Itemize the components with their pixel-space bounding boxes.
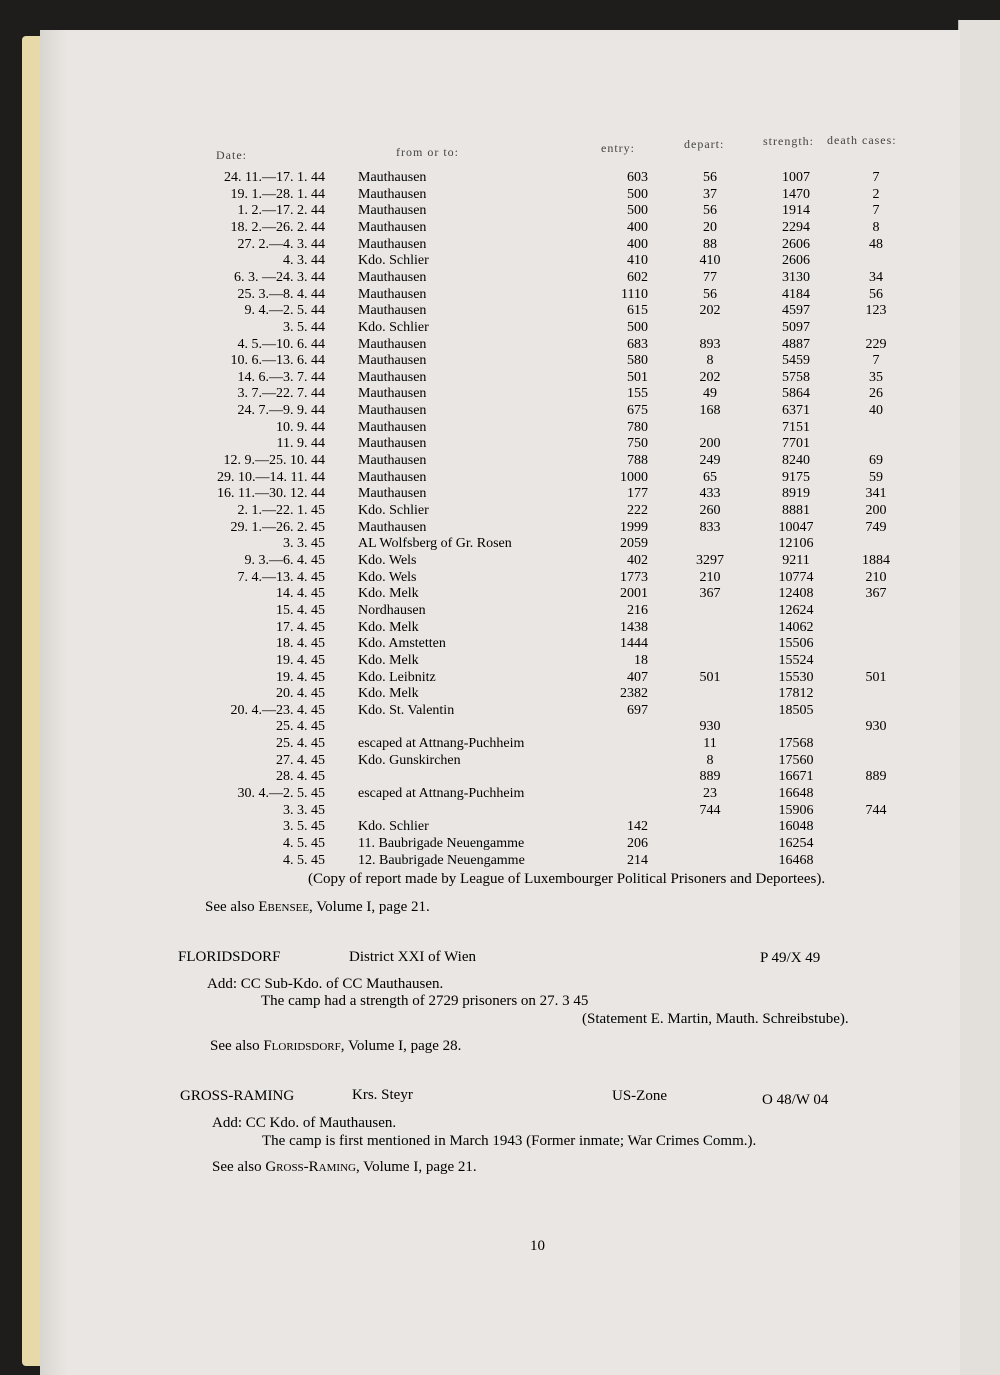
cell-strength: 17560 — [778, 752, 814, 768]
gross-raming-district: Krs. Steyr — [352, 1087, 413, 1103]
cell-place: Kdo. Melk — [358, 586, 419, 602]
cell-strength: 12408 — [778, 586, 814, 602]
cell-depart: 11 — [703, 736, 717, 752]
cell-strength: 3130 — [782, 269, 810, 285]
cell-death: 200 — [865, 503, 887, 518]
see-also-suffix: , Volume I, page 21. — [355, 1159, 477, 1175]
cell-date: 2. 1.—22. 1. 45 — [237, 503, 325, 518]
cell-strength: 16648 — [778, 786, 814, 801]
cell-strength: 14062 — [778, 619, 814, 635]
cell-place: Mauthausen — [358, 386, 427, 402]
cell-date: 16. 11.—30. 12. 44 — [217, 486, 325, 502]
cell-date: 19. 4. 45 — [276, 652, 325, 668]
cell-death: 48 — [869, 236, 883, 252]
cell-place: Kdo. Melk — [358, 652, 419, 668]
table-row — [0, 686, 1000, 702]
cell-date: 3. 3. 45 — [283, 536, 325, 552]
cell-place: 12. Baubrigade Neuengamme — [358, 852, 525, 868]
cell-death: 2 — [872, 186, 880, 202]
table-row — [0, 353, 1000, 369]
cell-strength: 16254 — [778, 836, 814, 851]
cell-strength: 12624 — [778, 602, 814, 618]
cell-date: 3. 3. 45 — [283, 802, 325, 818]
cell-entry: 750 — [627, 436, 648, 452]
table-row — [0, 670, 1000, 686]
cell-strength: 6371 — [782, 403, 810, 419]
cell-date: 27. 4. 45 — [276, 752, 325, 768]
table-row — [0, 170, 1000, 186]
cell-strength: 17812 — [778, 686, 814, 702]
cell-date: 6. 3. —24. 3. 44 — [234, 269, 325, 285]
cell-entry: 780 — [627, 419, 648, 435]
table-row — [0, 453, 1000, 469]
see-also-ref: Ebensee — [258, 899, 310, 915]
table-row — [0, 270, 1000, 286]
table-row — [0, 620, 1000, 636]
cell-strength: 9175 — [782, 469, 810, 485]
see-also-prefix: See also — [212, 1159, 266, 1175]
table-row — [0, 736, 1000, 752]
cell-place: Mauthausen — [358, 303, 427, 319]
cell-strength: 15506 — [778, 636, 814, 652]
table-row — [0, 520, 1000, 536]
cell-strength: 5097 — [782, 319, 810, 335]
gross-raming-title: GROSS-RAMING — [180, 1088, 295, 1104]
cell-depart: 889 — [699, 769, 721, 785]
cell-depart: 3297 — [696, 553, 724, 568]
table-row — [0, 836, 1000, 852]
cell-entry: 407 — [627, 669, 648, 685]
table-row — [0, 769, 1000, 785]
table-row — [0, 603, 1000, 619]
header-date: Date: — [216, 148, 247, 162]
cell-entry: 580 — [627, 353, 648, 369]
cell-strength: 1007 — [782, 170, 810, 185]
table-row — [0, 386, 1000, 402]
cell-entry: 500 — [627, 319, 648, 335]
header-depart: depart: — [684, 137, 725, 151]
cell-death: 341 — [865, 486, 887, 502]
cell-date: 10. 9. 44 — [276, 419, 325, 435]
table-row — [0, 703, 1000, 719]
table-row — [0, 203, 1000, 219]
cell-depart: 210 — [699, 569, 721, 585]
cell-place: AL Wolfsberg of Gr. Rosen — [358, 536, 512, 552]
cell-strength: 8881 — [782, 503, 810, 518]
cell-entry: 216 — [627, 602, 648, 618]
cell-depart: 88 — [703, 236, 717, 252]
cell-date: 9. 4.—2. 5. 44 — [244, 303, 325, 319]
table-row — [0, 653, 1000, 669]
cell-entry: 500 — [627, 186, 648, 202]
cell-entry: 18 — [634, 652, 648, 668]
cell-entry: 222 — [627, 503, 648, 518]
cell-entry: 683 — [627, 336, 648, 352]
cell-place: Mauthausen — [358, 353, 427, 369]
cell-place: escaped at Attnang-Puchheim — [358, 736, 525, 752]
cell-depart: 56 — [703, 286, 717, 302]
table-row — [0, 853, 1000, 869]
cell-depart: 8 — [706, 353, 714, 369]
see-also-prefix: See also — [205, 899, 259, 915]
cell-entry: 697 — [627, 702, 648, 718]
cell-entry: 615 — [627, 303, 648, 319]
cell-date: 14. 6.—3. 7. 44 — [237, 369, 325, 385]
cell-entry: 675 — [627, 403, 648, 419]
table-row — [0, 503, 1000, 519]
cell-depart: 367 — [699, 586, 721, 602]
cell-death: 59 — [869, 469, 883, 485]
header-death-cases: death cases: — [827, 133, 897, 147]
cell-death: 7 — [872, 203, 880, 219]
cell-place: Mauthausen — [358, 336, 427, 352]
table-row — [0, 553, 1000, 569]
cell-entry: 501 — [627, 369, 648, 385]
cell-date: 27. 2.—4. 3. 44 — [237, 236, 325, 252]
cell-date: 30. 4.—2. 5. 45 — [237, 786, 325, 801]
cell-death: 56 — [869, 286, 883, 302]
table-row — [0, 420, 1000, 436]
cell-death: 7 — [872, 170, 880, 185]
cell-death: 367 — [865, 586, 887, 602]
see-also-prefix: See also — [210, 1038, 264, 1054]
cell-place: Mauthausen — [358, 519, 427, 535]
table-row — [0, 470, 1000, 486]
cell-death: 69 — [869, 453, 883, 468]
cell-place: Kdo. Melk — [358, 619, 419, 635]
cell-date: 4. 3. 44 — [283, 253, 325, 269]
cell-death: 930 — [865, 719, 887, 735]
cell-death: 749 — [865, 519, 887, 535]
cell-strength: 8240 — [782, 453, 810, 468]
cell-entry: 1999 — [620, 519, 648, 535]
cell-strength: 15524 — [778, 652, 814, 668]
cell-death: 889 — [865, 769, 887, 785]
table-row — [0, 337, 1000, 353]
cell-depart: 744 — [699, 802, 721, 818]
cell-entry: 155 — [627, 386, 648, 402]
cell-entry: 142 — [627, 819, 648, 835]
cell-strength: 5758 — [782, 369, 810, 385]
cell-place: Mauthausen — [358, 403, 427, 419]
cell-date: 19. 1.—28. 1. 44 — [230, 186, 325, 202]
table-row — [0, 187, 1000, 203]
cell-depart: 8 — [706, 752, 714, 768]
cell-strength: 2606 — [782, 253, 810, 269]
cell-depart: 930 — [699, 719, 721, 735]
cell-death: 8 — [872, 219, 880, 235]
cell-date: 3. 5. 44 — [283, 319, 325, 335]
cell-strength: 5864 — [782, 386, 810, 402]
table-row — [0, 403, 1000, 419]
gross-raming-add: Add: CC Kdo. of Mauthausen. — [212, 1115, 397, 1131]
cell-depart: 65 — [703, 469, 717, 485]
cell-depart: 168 — [699, 403, 721, 419]
cell-depart: 202 — [699, 369, 721, 385]
table-row — [0, 786, 1000, 802]
cell-entry: 400 — [627, 236, 648, 252]
cell-date: 4. 5. 45 — [283, 852, 325, 868]
header-from-to: from or to: — [396, 145, 459, 159]
cell-date: 7. 4.—13. 4. 45 — [237, 569, 325, 585]
cell-entry: 214 — [627, 852, 648, 868]
see-also-suffix: , Volume I, page 21. — [309, 899, 430, 915]
cell-strength: 12106 — [778, 536, 814, 552]
cell-date: 9. 3.—6. 4. 45 — [244, 553, 325, 568]
cell-strength: 15906 — [778, 802, 814, 818]
cell-place: Mauthausen — [358, 186, 427, 202]
cell-depart: 37 — [703, 186, 717, 202]
cell-strength: 10047 — [778, 519, 814, 535]
cell-date: 3. 5. 45 — [283, 819, 325, 835]
cell-date: 28. 4. 45 — [276, 769, 325, 785]
cell-strength: 10774 — [778, 569, 814, 585]
cell-place: Kdo. St. Valentin — [358, 702, 455, 718]
see-also-gross-raming — [212, 1159, 477, 1176]
cell-strength: 18505 — [778, 702, 814, 718]
cell-date: 24. 11.—17. 1. 44 — [224, 170, 325, 185]
cell-entry: 1444 — [620, 636, 648, 652]
cell-strength: 7701 — [782, 436, 810, 452]
cell-place: Mauthausen — [358, 286, 427, 302]
cell-entry: 603 — [627, 170, 648, 185]
cell-strength: 16468 — [778, 852, 814, 868]
cell-strength: 8919 — [782, 486, 810, 502]
gross-raming-code: O 48/W 04 — [762, 1092, 829, 1108]
cell-depart: 410 — [699, 253, 721, 269]
cell-date: 18. 4. 45 — [276, 636, 325, 652]
cell-depart: 433 — [699, 486, 721, 502]
cell-entry: 500 — [627, 203, 648, 219]
cell-place: Kdo. Leibnitz — [358, 669, 436, 685]
see-also-floridsdorf — [210, 1038, 461, 1055]
cell-date: 17. 4. 45 — [276, 619, 325, 635]
cell-strength: 5459 — [782, 353, 810, 369]
cell-date: 29. 10.—14. 11. 44 — [217, 469, 325, 485]
cell-death: 210 — [865, 569, 887, 585]
cell-death: 7 — [872, 353, 880, 369]
cell-death: 744 — [865, 802, 887, 818]
table-row — [0, 570, 1000, 586]
cell-place: Kdo. Schlier — [358, 319, 429, 335]
table-row — [0, 303, 1000, 319]
cell-depart: 833 — [699, 519, 721, 535]
cell-date: 24. 7.—9. 9. 44 — [237, 403, 325, 419]
table-row — [0, 287, 1000, 303]
cell-place: Kdo. Wels — [358, 569, 417, 585]
cell-depart: 893 — [699, 336, 721, 352]
cell-strength: 9211 — [782, 553, 810, 568]
table-row — [0, 803, 1000, 819]
cell-place: Mauthausen — [358, 453, 427, 468]
cell-place: Kdo. Melk — [358, 686, 419, 702]
cell-strength: 7151 — [782, 419, 810, 435]
cell-strength: 17568 — [778, 736, 814, 752]
header-entry: entry: — [601, 141, 635, 155]
gross-raming-zone: US-Zone — [612, 1088, 667, 1104]
cell-depart: 56 — [703, 203, 717, 219]
cell-place: Mauthausen — [358, 469, 427, 485]
cell-death: 26 — [869, 386, 883, 402]
cell-place: Kdo. Gunskirchen — [358, 752, 461, 768]
cell-entry: 410 — [627, 253, 648, 269]
see-also-suffix: , Volume I, page 28. — [340, 1038, 462, 1054]
cell-place: Kdo. Schlier — [358, 503, 429, 518]
cell-place: Mauthausen — [358, 369, 427, 385]
table-row — [0, 636, 1000, 652]
see-also-ref: Floridsdorf — [263, 1038, 341, 1054]
cell-entry: 2059 — [620, 536, 648, 552]
cell-place: Mauthausen — [358, 219, 427, 235]
cell-place: escaped at Attnang-Puchheim — [358, 786, 525, 801]
cell-place: Mauthausen — [358, 419, 427, 435]
cell-death: 40 — [869, 403, 883, 419]
gross-raming-first-mention: The camp is first mentioned in March 1943 (Former inmate; War Crimes Comm.). — [262, 1133, 757, 1149]
cell-date: 4. 5.—10. 6. 44 — [237, 336, 325, 352]
cell-date: 10. 6.—13. 6. 44 — [230, 353, 325, 369]
cell-depart: 49 — [703, 386, 717, 402]
cell-death: 1884 — [862, 553, 890, 568]
floridsdorf-source: (Statement E. Martin, Mauth. Schreibstube). — [582, 1011, 849, 1027]
cell-death: 35 — [869, 369, 883, 385]
table-row — [0, 436, 1000, 452]
cell-entry: 177 — [627, 486, 648, 502]
cell-date: 19. 4. 45 — [276, 669, 325, 685]
cell-death: 123 — [865, 303, 887, 319]
cell-place: Kdo. Schlier — [358, 819, 429, 835]
cell-strength: 1470 — [782, 186, 810, 202]
cell-date: 12. 9.—25. 10. 44 — [223, 453, 325, 468]
cell-place: Mauthausen — [358, 486, 427, 502]
cell-place: Nordhausen — [358, 602, 426, 618]
cell-place: Mauthausen — [358, 236, 427, 252]
table-row — [0, 819, 1000, 835]
cell-date: 14. 4. 45 — [276, 586, 325, 602]
cell-entry: 1438 — [620, 619, 648, 635]
table-note: (Copy of report made by League of Luxembourger Political Prisoners and Deportees). — [308, 871, 826, 887]
floridsdorf-strength-line: The camp had a strength of 2729 prisoners on 27. 3 45 — [261, 993, 589, 1009]
table-row — [0, 220, 1000, 236]
cell-place: Mauthausen — [358, 170, 427, 185]
cell-entry: 1773 — [620, 569, 648, 585]
cell-entry: 206 — [627, 836, 648, 851]
table-row — [0, 253, 1000, 269]
cell-depart: 202 — [699, 303, 721, 319]
cell-entry: 1000 — [620, 469, 648, 485]
cell-date: 25. 3.—8. 4. 44 — [237, 286, 325, 302]
cell-strength: 4887 — [782, 336, 810, 352]
cell-entry: 2382 — [620, 686, 648, 702]
see-also-ref: Gross-Raming — [265, 1159, 356, 1175]
cell-depart: 260 — [699, 503, 721, 518]
cell-date: 20. 4. 45 — [276, 686, 325, 702]
header-strength: strength: — [763, 134, 814, 148]
cell-strength: 4597 — [782, 303, 810, 319]
cell-depart: 249 — [699, 453, 721, 468]
cell-date: 25. 4. 45 — [276, 719, 325, 735]
table-row — [0, 586, 1000, 602]
cell-death: 501 — [865, 669, 887, 685]
table-row — [0, 370, 1000, 386]
cell-depart: 501 — [699, 669, 721, 685]
cell-date: 20. 4.—23. 4. 45 — [230, 702, 325, 718]
page-number: 10 — [530, 1238, 545, 1254]
cell-strength: 1914 — [782, 203, 810, 219]
floridsdorf-district: District XXI of Wien — [349, 949, 477, 965]
cell-entry: 402 — [627, 553, 648, 568]
cell-death: 34 — [869, 269, 883, 285]
cell-strength: 2606 — [782, 236, 810, 252]
cell-depart: 23 — [703, 786, 717, 801]
table-row — [0, 753, 1000, 769]
cell-strength: 15530 — [778, 669, 814, 685]
cell-date: 3. 7.—22. 7. 44 — [237, 386, 325, 402]
cell-strength: 4184 — [782, 286, 810, 302]
table-row — [0, 486, 1000, 502]
cell-place: Mauthausen — [358, 436, 427, 452]
cell-date: 15. 4. 45 — [276, 602, 325, 618]
cell-date: 1. 2.—17. 2. 44 — [237, 203, 325, 219]
cell-depart: 20 — [703, 219, 717, 235]
table-row — [0, 719, 1000, 735]
cell-place: Kdo. Wels — [358, 553, 417, 568]
cell-date: 11. 9. 44 — [276, 436, 325, 452]
cell-date: 29. 1.—26. 2. 45 — [230, 519, 325, 535]
cell-date: 18. 2.—26. 2. 44 — [230, 219, 325, 235]
cell-entry: 602 — [627, 269, 648, 285]
table-row — [0, 536, 1000, 552]
see-also-ebensee — [205, 899, 430, 916]
cell-date: 4. 5. 45 — [283, 836, 325, 851]
table-row — [0, 320, 1000, 336]
cell-place: Kdo. Schlier — [358, 253, 429, 269]
floridsdorf-add: Add: CC Sub-Kdo. of CC Mauthausen. — [207, 976, 444, 992]
floridsdorf-title: FLORIDSDORF — [178, 949, 281, 965]
cell-place: Kdo. Amstetten — [358, 636, 446, 652]
table-row — [0, 237, 1000, 253]
cell-entry: 400 — [627, 219, 648, 235]
floridsdorf-code: P 49/X 49 — [760, 950, 821, 966]
cell-place: 11. Baubrigade Neuengamme — [358, 836, 525, 851]
cell-place: Mauthausen — [358, 269, 427, 285]
cell-depart: 56 — [703, 170, 717, 185]
cell-entry: 788 — [627, 453, 648, 468]
cell-entry: 2001 — [620, 586, 648, 602]
cell-strength: 16048 — [778, 819, 814, 835]
cell-entry: 1110 — [621, 286, 648, 302]
cell-depart: 200 — [699, 436, 721, 452]
cell-strength: 16671 — [778, 769, 814, 785]
cell-strength: 2294 — [782, 219, 810, 235]
cell-death: 229 — [865, 336, 887, 352]
cell-place: Mauthausen — [358, 203, 427, 219]
cell-date: 25. 4. 45 — [276, 736, 325, 752]
cell-depart: 77 — [703, 269, 717, 285]
